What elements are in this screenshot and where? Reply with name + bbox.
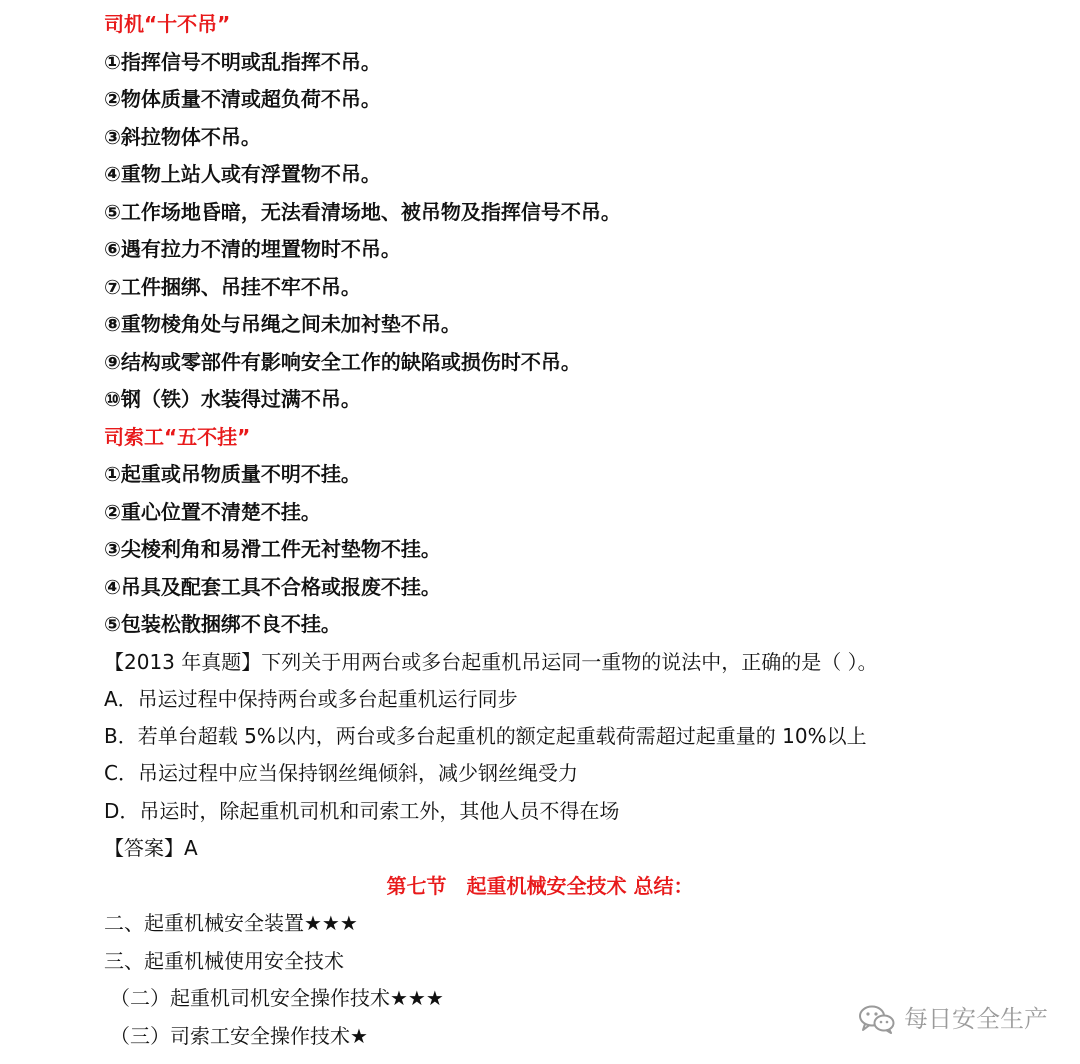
summary-item-3: （二）起重机司机安全操作技术★★★ <box>110 986 444 1010</box>
crane-rule-2: ②物体质量不清或超负荷不吊。 <box>104 87 381 111</box>
crane-section-title: 司机“十不吊” <box>104 12 231 36</box>
question-option-d: D．吊运时，除起重机司机和司索工外，其他人员不得在场 <box>104 799 620 823</box>
watermark <box>858 1004 1048 1034</box>
summary-item-1: 二、起重机械安全装置★★★ <box>104 911 358 935</box>
watermark-text: 每日安全生产 <box>904 1005 1048 1033</box>
crane-rule-10: ⑩钢（铁）水装得过满不吊。 <box>104 387 361 411</box>
summary-item-4: （三）司索工安全操作技术★ <box>110 1024 368 1048</box>
rigger-rule-3: ③尖棱利角和易滑工件无衬垫物不挂。 <box>104 537 441 561</box>
question-answer: 【答案】A <box>104 836 198 860</box>
crane-rule-4: ④重物上站人或有浮置物不吊。 <box>104 162 381 186</box>
question-option-b: B．若单台超载 5%以内，两台或多台起重机的额定起重载荷需超过起重量的 10%以上 <box>104 724 867 748</box>
crane-rule-1: ①指挥信号不明或乱指挥不吊。 <box>104 50 381 74</box>
question-stem: 【2013 年真题】下列关于用两台或多台起重机吊运同一重物的说法中，正确的是（ ）。 <box>104 650 878 674</box>
crane-rule-8: ⑧重物棱角处与吊绳之间未加衬垫不吊。 <box>104 312 461 336</box>
rigger-rule-1: ①起重或吊物质量不明不挂。 <box>104 462 361 486</box>
crane-rule-6: ⑥遇有拉力不清的埋置物时不吊。 <box>104 237 401 261</box>
crane-rule-9: ⑨结构或零部件有影响安全工作的缺陷或损伤时不吊。 <box>104 350 581 374</box>
rigger-rule-4: ④吊具及配套工具不合格或报废不挂。 <box>104 575 441 599</box>
rigger-section-title: 司索工“五不挂” <box>104 425 251 449</box>
question-option-c: C．吊运过程中应当保持钢丝绳倾斜，减少钢丝绳受力 <box>104 761 578 785</box>
question-option-a: A．吊运过程中保持两台或多台起重机运行同步 <box>104 687 518 711</box>
rigger-rule-5: ⑤包装松散捆绑不良不挂。 <box>104 612 341 636</box>
summary-item-2: 三、起重机械使用安全技术 <box>104 949 344 973</box>
wechat-icon <box>858 1004 896 1034</box>
crane-rule-7: ⑦工件捆绑、吊挂不牢不吊。 <box>104 275 361 299</box>
rigger-rule-2: ②重心位置不清楚不挂。 <box>104 500 321 524</box>
summary-title: 第七节 起重机械安全技术 总结： <box>386 874 694 898</box>
crane-rule-3: ③斜拉物体不吊。 <box>104 125 261 149</box>
crane-rule-5: ⑤工作场地昏暗，无法看清场地、被吊物及指挥信号不吊。 <box>104 200 621 224</box>
